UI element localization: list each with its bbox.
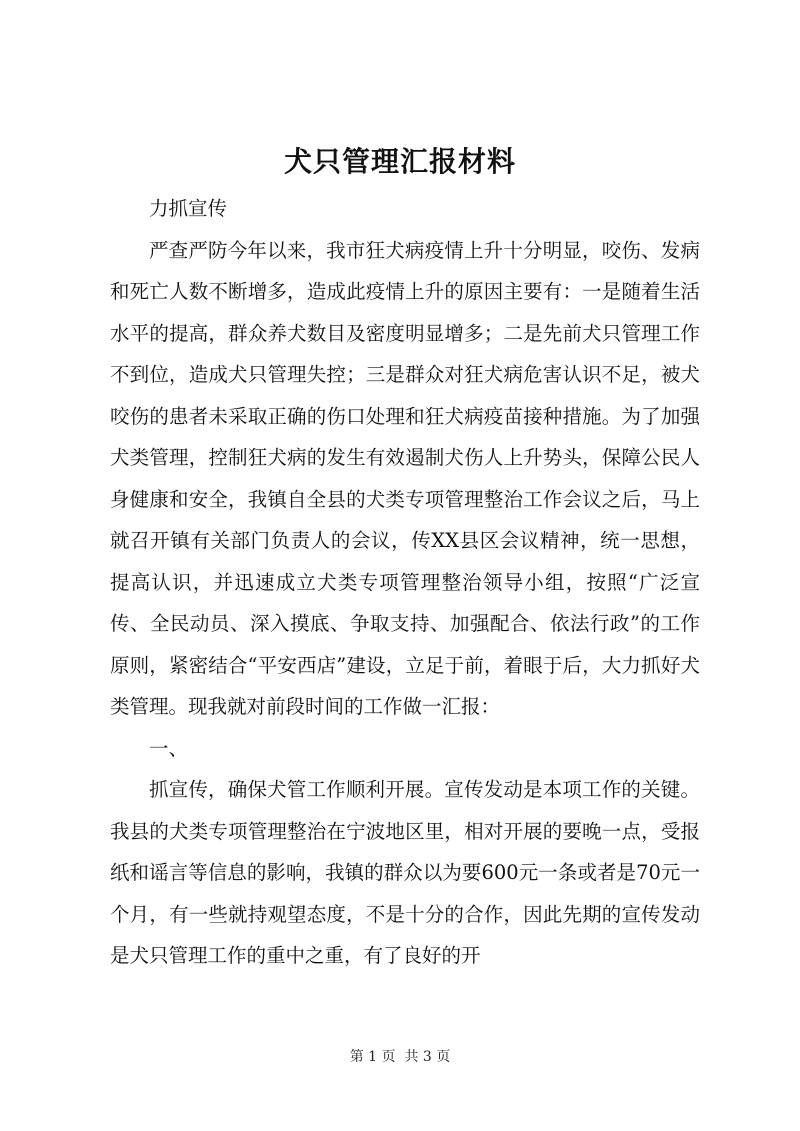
section-numbering: 一、 (149, 736, 189, 760)
page-number-label: 第 1 页 共 3 页 (349, 1049, 451, 1065)
page-footer (0, 1047, 800, 1067)
paragraph-1: 严查严防今年以来，我市狂犬病疫情上升十分明显，咬伤、发病和死亡人数不断增多，造成此疫情上升的原因主要有：一是随着生活水平的提高，群众养犬数目及密度明显增多；二是先前犬只管理工作不到位，造成犬只管理失控；三是群众对狂犬病危害认识不足，被犬咬伤的患者未采取正确的伤口处理和狂犬病疫苗接种措施。为了加强犬类管理，控制狂犬病的发生有效遏制犬伤人上升势头，保障公民人身健康和安全，我镇自全县的犬类专项管理整治工作会议之后，马上就召开镇有关部门负责人的会议，传XX县区会议精神，统一思想，提高认识，并迅速成立犬类专项管理整治领导小组，按照“广泛宣传、全民动员、深入摸底、争取支持、加强配合、依法行政”的工作原则，紧密结合“平安西店”建设，立足于前，着眼于后，大力抓好犬类管理。现我就对前段时间的工作做一汇报： (110, 238, 700, 718)
paragraph-2: 抓宣传，确保犬管工作顺利开展。宣传发动是本项工作的关键。我县的犬类专项管理整治在宁波地区里，相对开展的要晚一点，受报纸和谣言等信息的影响，我镇的群众以为要600元一条或者是70元一个月，有一些就持观望态度，不是十分的合作，因此先期的宣传发动是犬只管理工作的重中之重，有了良好的开 (110, 778, 700, 967)
section-heading: 力抓宣传 (149, 197, 228, 220)
document-body (110, 188, 700, 977)
document-title: 犬只管理汇报材料 (283, 145, 516, 178)
